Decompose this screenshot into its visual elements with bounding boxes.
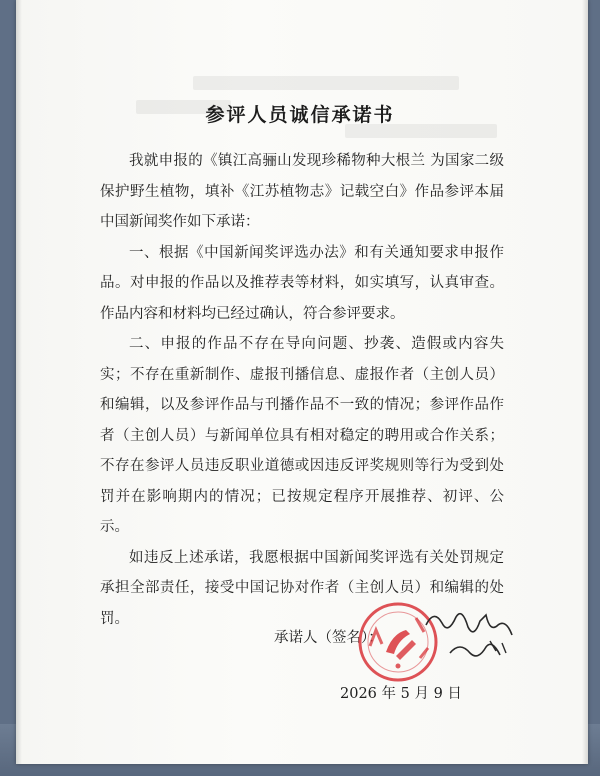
signing-date: 2026 年 5 月 9 日 [340, 686, 462, 702]
paragraph-point-two: 二、申报的作品不存在导向问题、抄袭、造假或内容失实；不存在重新制作、虚报刊播信息、虚报作者（主创人员）和编辑，以及参评作品与刊播作品不一致的情况；参评作品作者（主创人员）与新闻单位具有相对稳定的聘用或合作关系；不存在参评人员违反职业道德或因违反评奖规则等行为受到处罚并在影响期内的情况；已按规定程序开展推荐、初评、公示。 [100, 336, 504, 535]
handwritten-signature-icon [420, 605, 520, 665]
paragraph-intro: 我就申报的《镇江高骊山发现珍稀物种大根兰 为国家二级保护野生植物，填补《江苏植物志》记载空白》作品参评本届中国新闻奖作如下承诺： [100, 153, 504, 230]
signer-label: 承诺人（签名）： [274, 630, 383, 646]
paragraph-penalty: 如违反上述承诺，我愿根据中国新闻奖评选有关处罚规定承担全部责任，接受中国记协对作者（主创人员）和编辑的处罚。 [100, 549, 504, 627]
paragraph-point-one: 一、根据《中国新闻奖评选办法》和有关通知要求申报作品。对申报的作品以及推荐表等材料，如实填写，认真审查。作品内容和材料均已经过确认，符合参评要求。 [100, 244, 504, 322]
document-title: 参评人员诚信承诺书 [205, 104, 395, 126]
document-body [100, 146, 504, 634]
